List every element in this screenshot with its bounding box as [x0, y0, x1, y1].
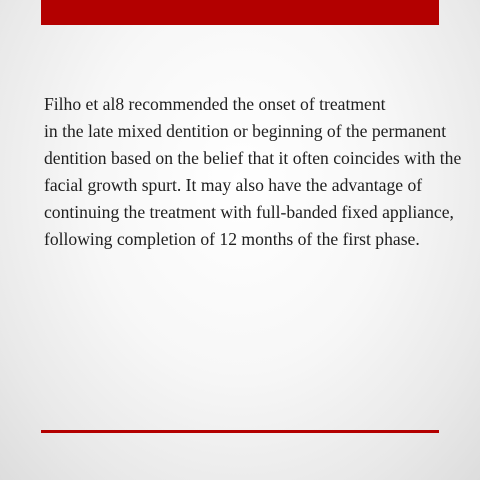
slide-body-text — [44, 91, 474, 253]
bottom-accent-rule — [41, 430, 439, 433]
text-line: Filho et al8 recommended the onset of treatment — [44, 94, 386, 114]
text-line: continuing the treatment with full-banded fixed appliance, — [44, 202, 454, 222]
text-line: facial growth spurt. It may also have the advantage of — [44, 175, 423, 195]
text-line: dentition based on the belief that it often coincides with the — [44, 148, 462, 168]
top-accent-bar — [41, 0, 439, 25]
text-line: following completion of 12 months of the first phase. — [44, 229, 420, 249]
text-line: in the late mixed dentition or beginning of the permanent — [44, 121, 447, 141]
